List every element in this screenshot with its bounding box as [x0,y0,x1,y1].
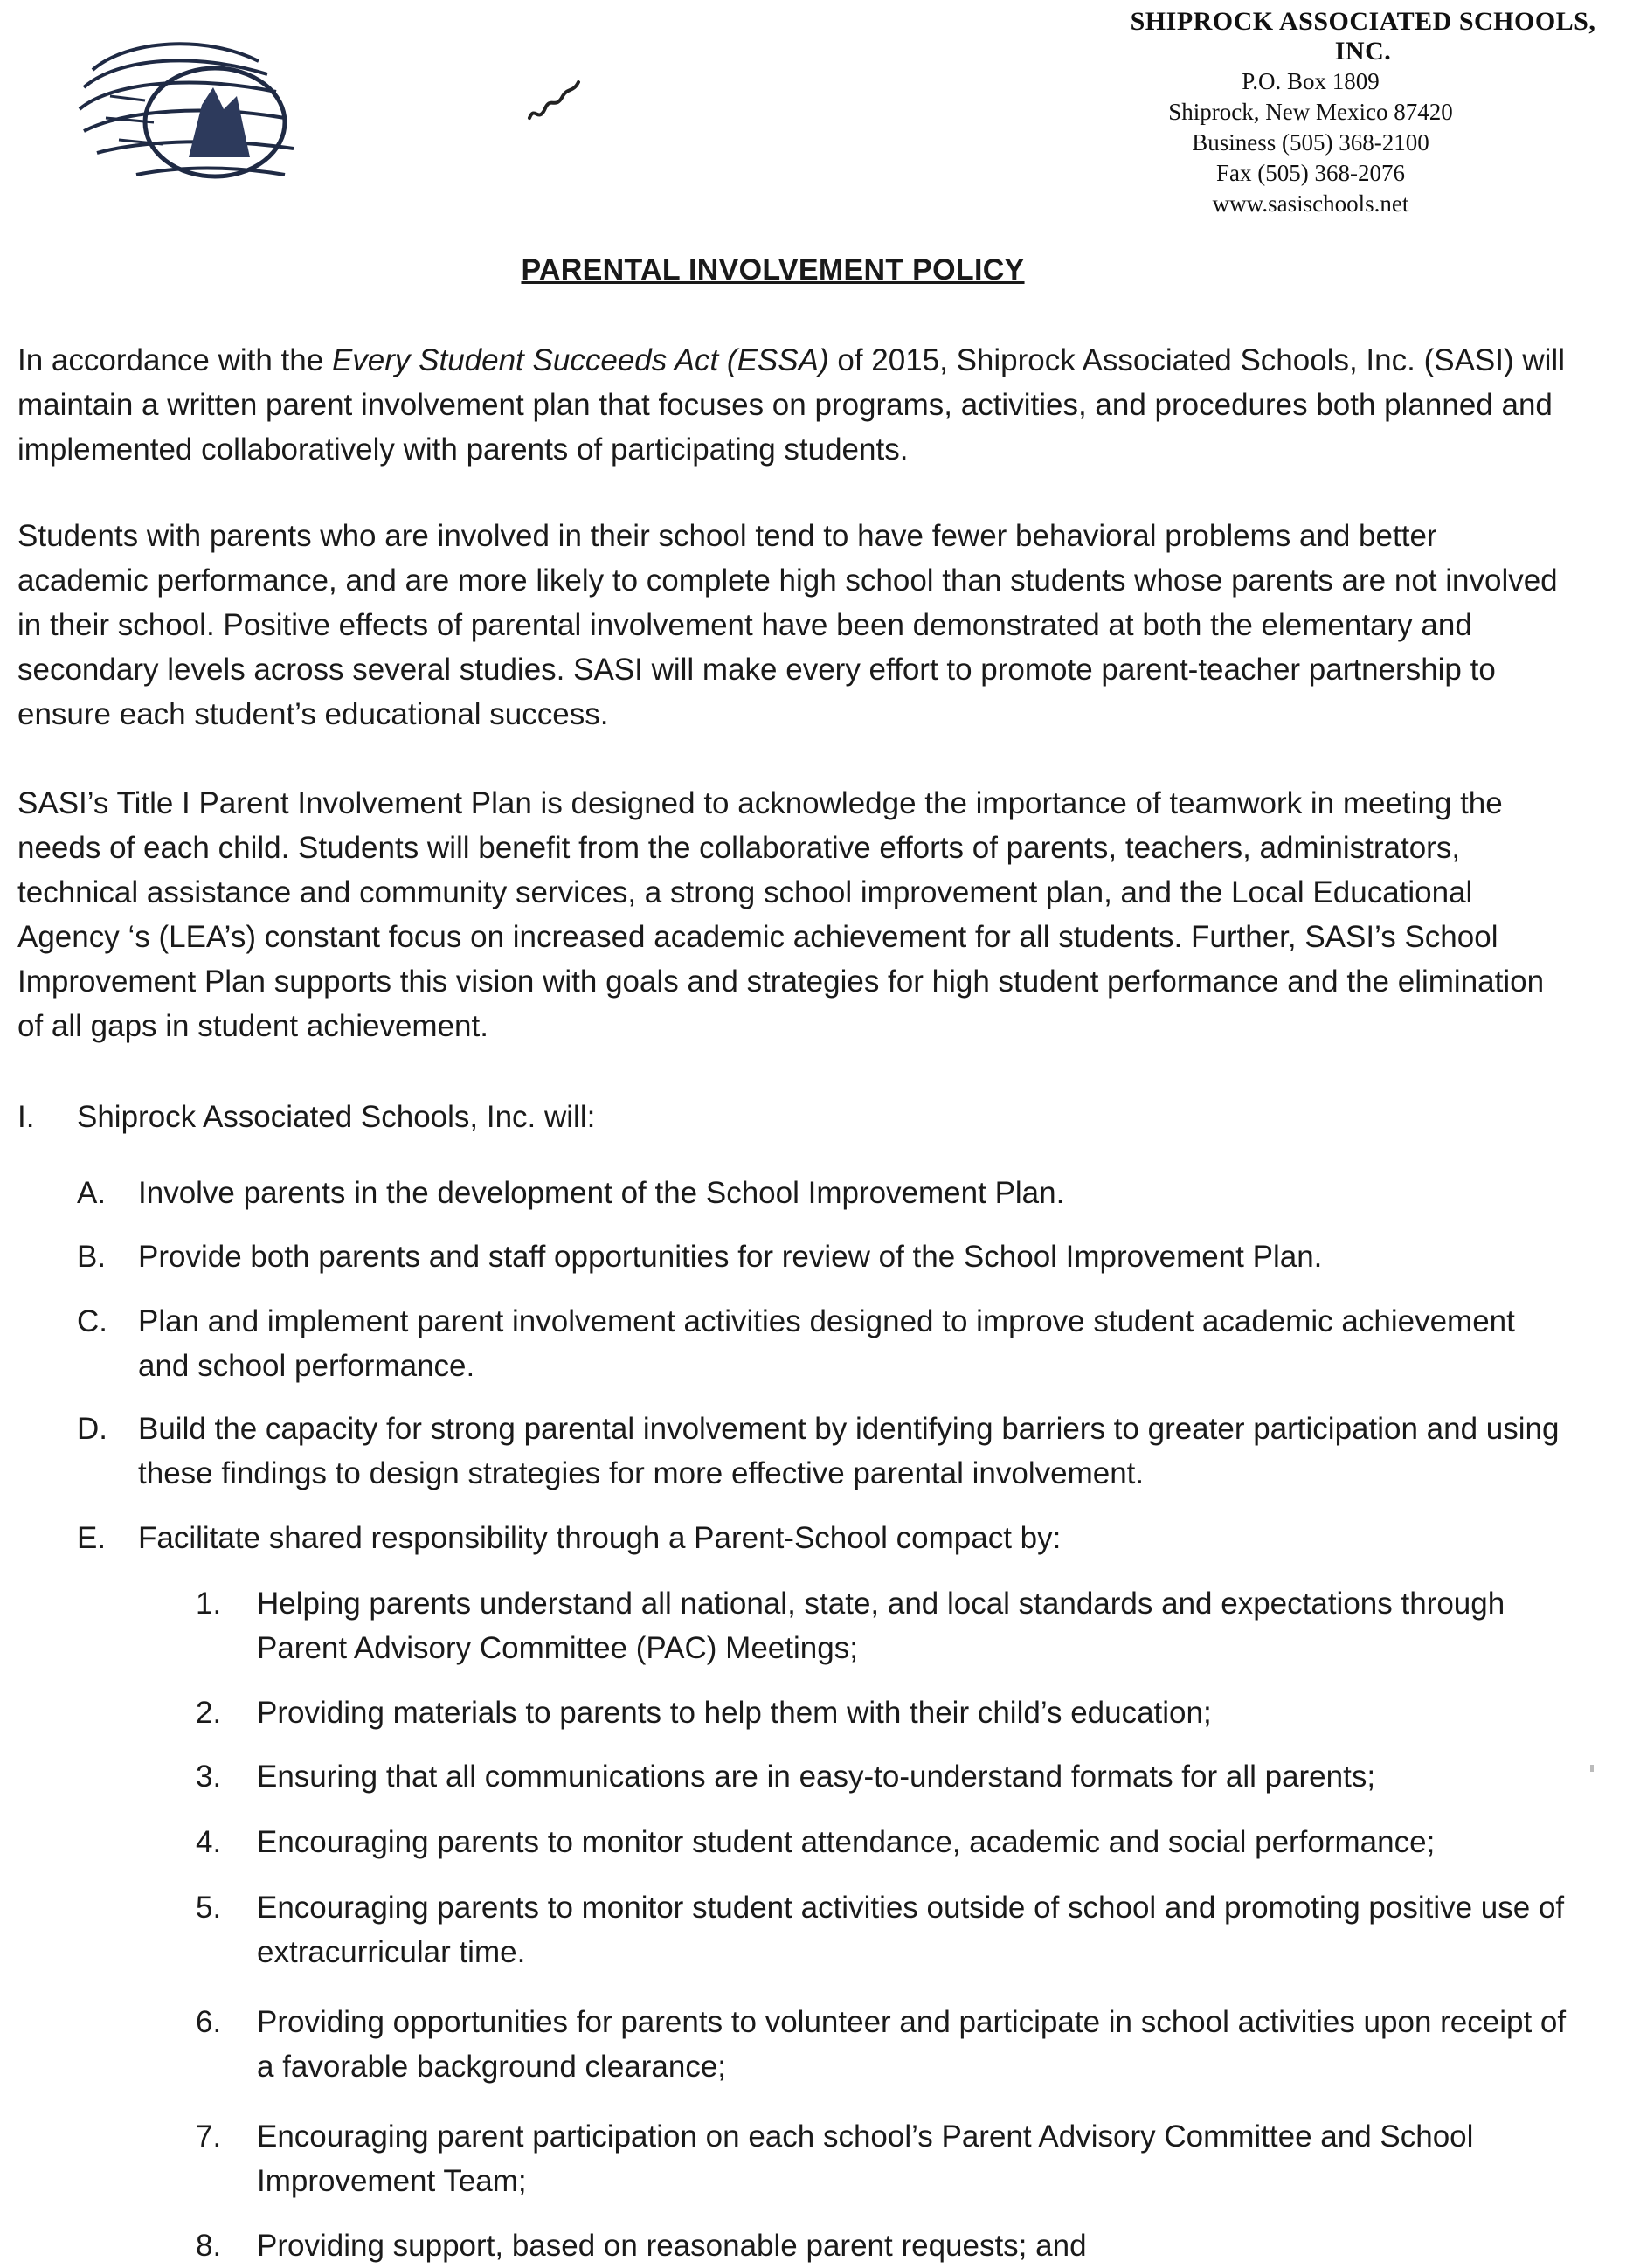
list-item [77,1299,1562,1388]
list-item-label: B. [77,1240,107,1274]
sub-list-item-label: 1. [196,1587,222,1621]
list-item [77,1234,1562,1279]
sub-list-item [196,1754,1576,1799]
list-item [77,1407,1562,1496]
list-item-text: Provide both parents and staff opportunities for review of the School Improvement Plan. [138,1240,1323,1274]
list-item-label: D. [77,1412,107,1446]
sub-list-item-label: 8. [196,2229,222,2263]
website: www.sasischools.net [1212,190,1409,217]
list-item-label: E. [77,1521,107,1555]
school-logo [58,35,311,183]
list-item-text: Involve parents in the development of the School Improvement Plan. [138,1176,1065,1210]
sub-list-item-text: Helping parents understand all national, state, and local standards and expectations through Parent Advisory Committee (PAC) Meetings; [257,1587,1505,1665]
sub-list-item-text: Encouraging parents to monitor student attendance, academic and social performance; [257,1825,1436,1859]
sub-list-item [196,1885,1576,1974]
sub-list-item [196,1581,1576,1670]
page-title: PARENTAL INVOLVEMENT POLICY [521,253,1025,287]
section-text: Shiprock Associated Schools, Inc. will: [77,1100,596,1134]
sub-list-item [196,2114,1576,2203]
business-phone: Business (505) 368-2100 [1192,129,1429,156]
fax-number: Fax (505) 368-2076 [1216,160,1405,186]
sub-list-item-label: 5. [196,1891,222,1925]
list-item [77,1516,1562,1560]
sub-list-item [196,1820,1576,1864]
sub-list-item [196,2223,1576,2268]
sub-list-item-label: 6. [196,2005,222,2039]
scan-speck [1590,1765,1594,1772]
section-number: I. [17,1100,35,1134]
list-item-text: Facilitate shared responsibility through a Parent-School compact by: [138,1521,1062,1555]
sub-list-item-text: Ensuring that all communications are in easy-to-understand formats for all parents; [257,1760,1376,1794]
sub-list-item [196,2000,1576,2089]
city-state-zip: Shiprock, New Mexico 87420 [1168,99,1453,125]
sub-list-item-label: 3. [196,1760,222,1794]
po-box: P.O. Box 1809 [1242,68,1380,94]
letterhead [1014,7,1608,219]
list-item-text: Plan and implement parent involvement activities designed to improve student academic achievement and school performance. [138,1304,1515,1383]
paragraph-benefits: Students with parents who are involved in their school tend to have fewer behavioral problems and better academic performance, and are more likely to complete high school than students whose parents are not involved in their school. Positive effects of parental involvement have been demonstrated at both the elementary and secondary levels across several studies. SASI will make every effort to promote parent-teacher partnership to ensure each student’s educational success. [17,519,1558,731]
sub-list-item-label: 7. [196,2119,222,2154]
list-item-label: C. [77,1304,107,1338]
paragraph-essa [17,338,1573,472]
sub-list-item-label: 4. [196,1825,222,1859]
act-name: Every Student Succeeds Act (ESSA) [331,343,829,377]
handwritten-mark [522,70,584,131]
sub-list-item-text: Encouraging parent participation on each school’s Parent Advisory Committee and School Improvement Team; [257,2119,1474,2198]
paragraph-title-one: SASI’s Title I Parent Involvement Plan is designed to acknowledge the importance of teamwork in meeting the needs of each child. Students will benefit from the collaborative efforts of parents, teachers, administrators, technical assistance and community services, a strong school improvement plan, and the Local Educational Agency ‘s (LEA’s) constant focus on increased academic achievement for all students. Further, SASI’s School Improvement Plan supports this vision with goals and strategies for high student performance and the elimination of all gaps in student achievement. [17,786,1545,1043]
list-item-text: Build the capacity for strong parental involvement by identifying barriers to greater participation and using these findings to design strategies for more effective parental involvement. [138,1412,1560,1490]
sub-list-item-text: Encouraging parents to monitor student activities outside of school and promoting positive use of extracurricular time. [257,1891,1565,1969]
sub-list-item-text: Providing support, based on reasonable parent requests; and [257,2229,1087,2263]
paragraph-essa-body: of 2015, Shiprock Associated Schools, Inc. (SASI) will maintain a written parent involvement plan that focuses on programs, activities, and procedures both planned and implemented collaboratively with parents of participating students. [17,343,1565,467]
paragraph-essa-intro: In accordance with the [17,343,332,377]
list-item-label: A. [77,1176,107,1210]
list-item [77,1171,1562,1215]
sub-list-item-text: Providing opportunities for parents to volunteer and participate in school activities upon receipt of a favorable background clearance; [257,2005,1567,2084]
section-heading [17,1095,595,1139]
sub-list-item-label: 2. [196,1696,222,1730]
sub-list-item [196,1691,1576,1735]
sub-list-item-text: Providing materials to parents to help them with their child’s education; [257,1696,1212,1730]
organization-name: SHIPROCK ASSOCIATED SCHOOLS, INC. [1130,7,1596,66]
